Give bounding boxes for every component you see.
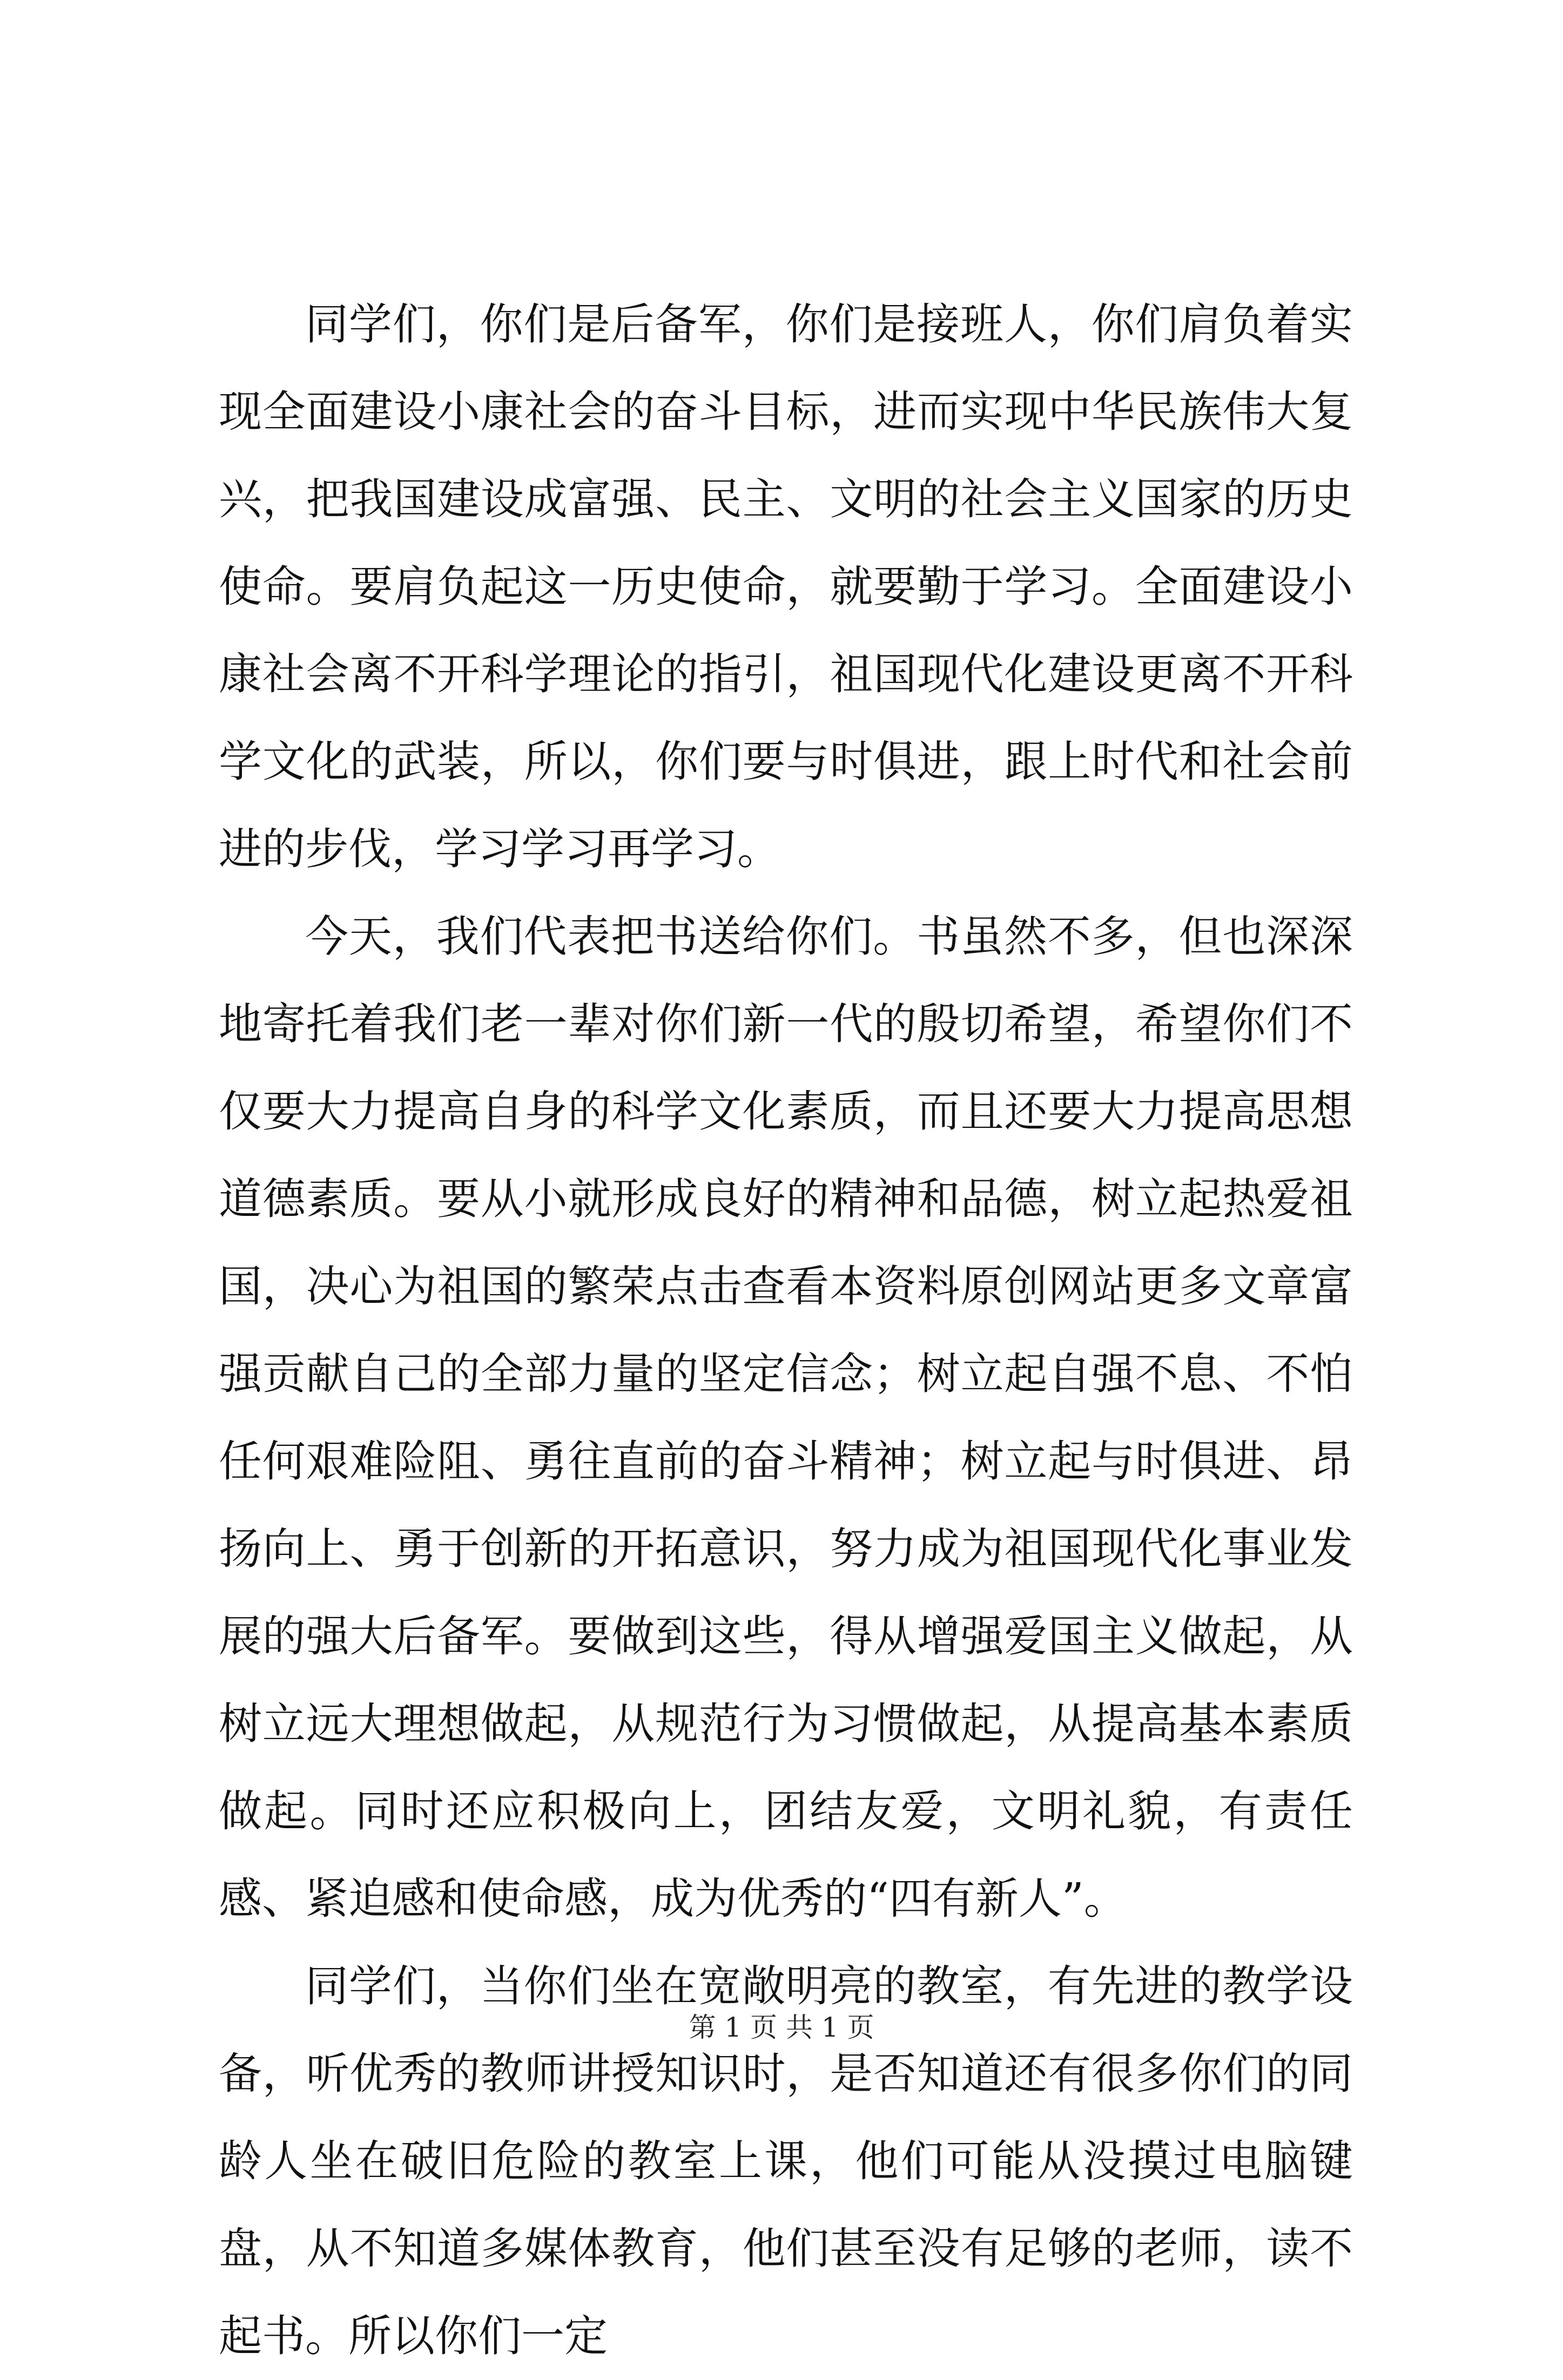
document-body: [219, 281, 1353, 2380]
paragraph-1: 同学们，你们是后备军，你们是接班人，你们肩负着实现全面建设小康社会的奋斗目标，进而实现中华民族伟大复兴，把我国建设成富强、民主、文明的社会主义国家的历史使命。要肩负起这一历史使命，就要勤于学习。全面建设小康社会离不开科学理论的指引，祖国现代化建设更离不开科学文化的武装，所以，你们要与时俱进，跟上时代和社会前进的步伐，学习学习再学习。: [219, 299, 1353, 874]
paragraph-3: 同学们，当你们坐在宽敞明亮的教室，有先进的教学设备，听优秀的教师讲授知识时，是否知道还有很多你们的同龄人坐在破旧危险的教室上课，他们可能从没摸过电脑键盘，从不知道多媒体教育，他们甚至没有足够的老师，读不起书。所以你们一定: [219, 1961, 1353, 2361]
page-footer: 第 1 页 共 1 页: [689, 2012, 874, 2043]
paragraph-2: 今天，我们代表把书送给你们。书虽然不多，但也深深地寄托着我们老一辈对你们新一代的殷切希望，希望你们不仅要大力提高自身的科学文化素质，而且还要大力提高思想道德素质。要从小就形成良好的精神和品德，树立起热爱祖国，决心为祖国的繁荣点击查看本资料原创网站更多文章富强贡献自己的全部力量的坚定信念；树立起自强不息、不怕任何艰难险阻、勇往直前的奋斗精神；树立起与时俱进、昂扬向上、勇于创新的开拓意识，努力成为祖国现代化事业发展的强大后备军。要做到这些，得从增强爱国主义做起，从树立远大理想做起，从规范行为习惯做起，从提高基本素质做起。同时还应积极向上，团结友爱，文明礼貌，有责任感、紧迫感和使命感，成为优秀的“四有新人”。: [219, 911, 1353, 1924]
